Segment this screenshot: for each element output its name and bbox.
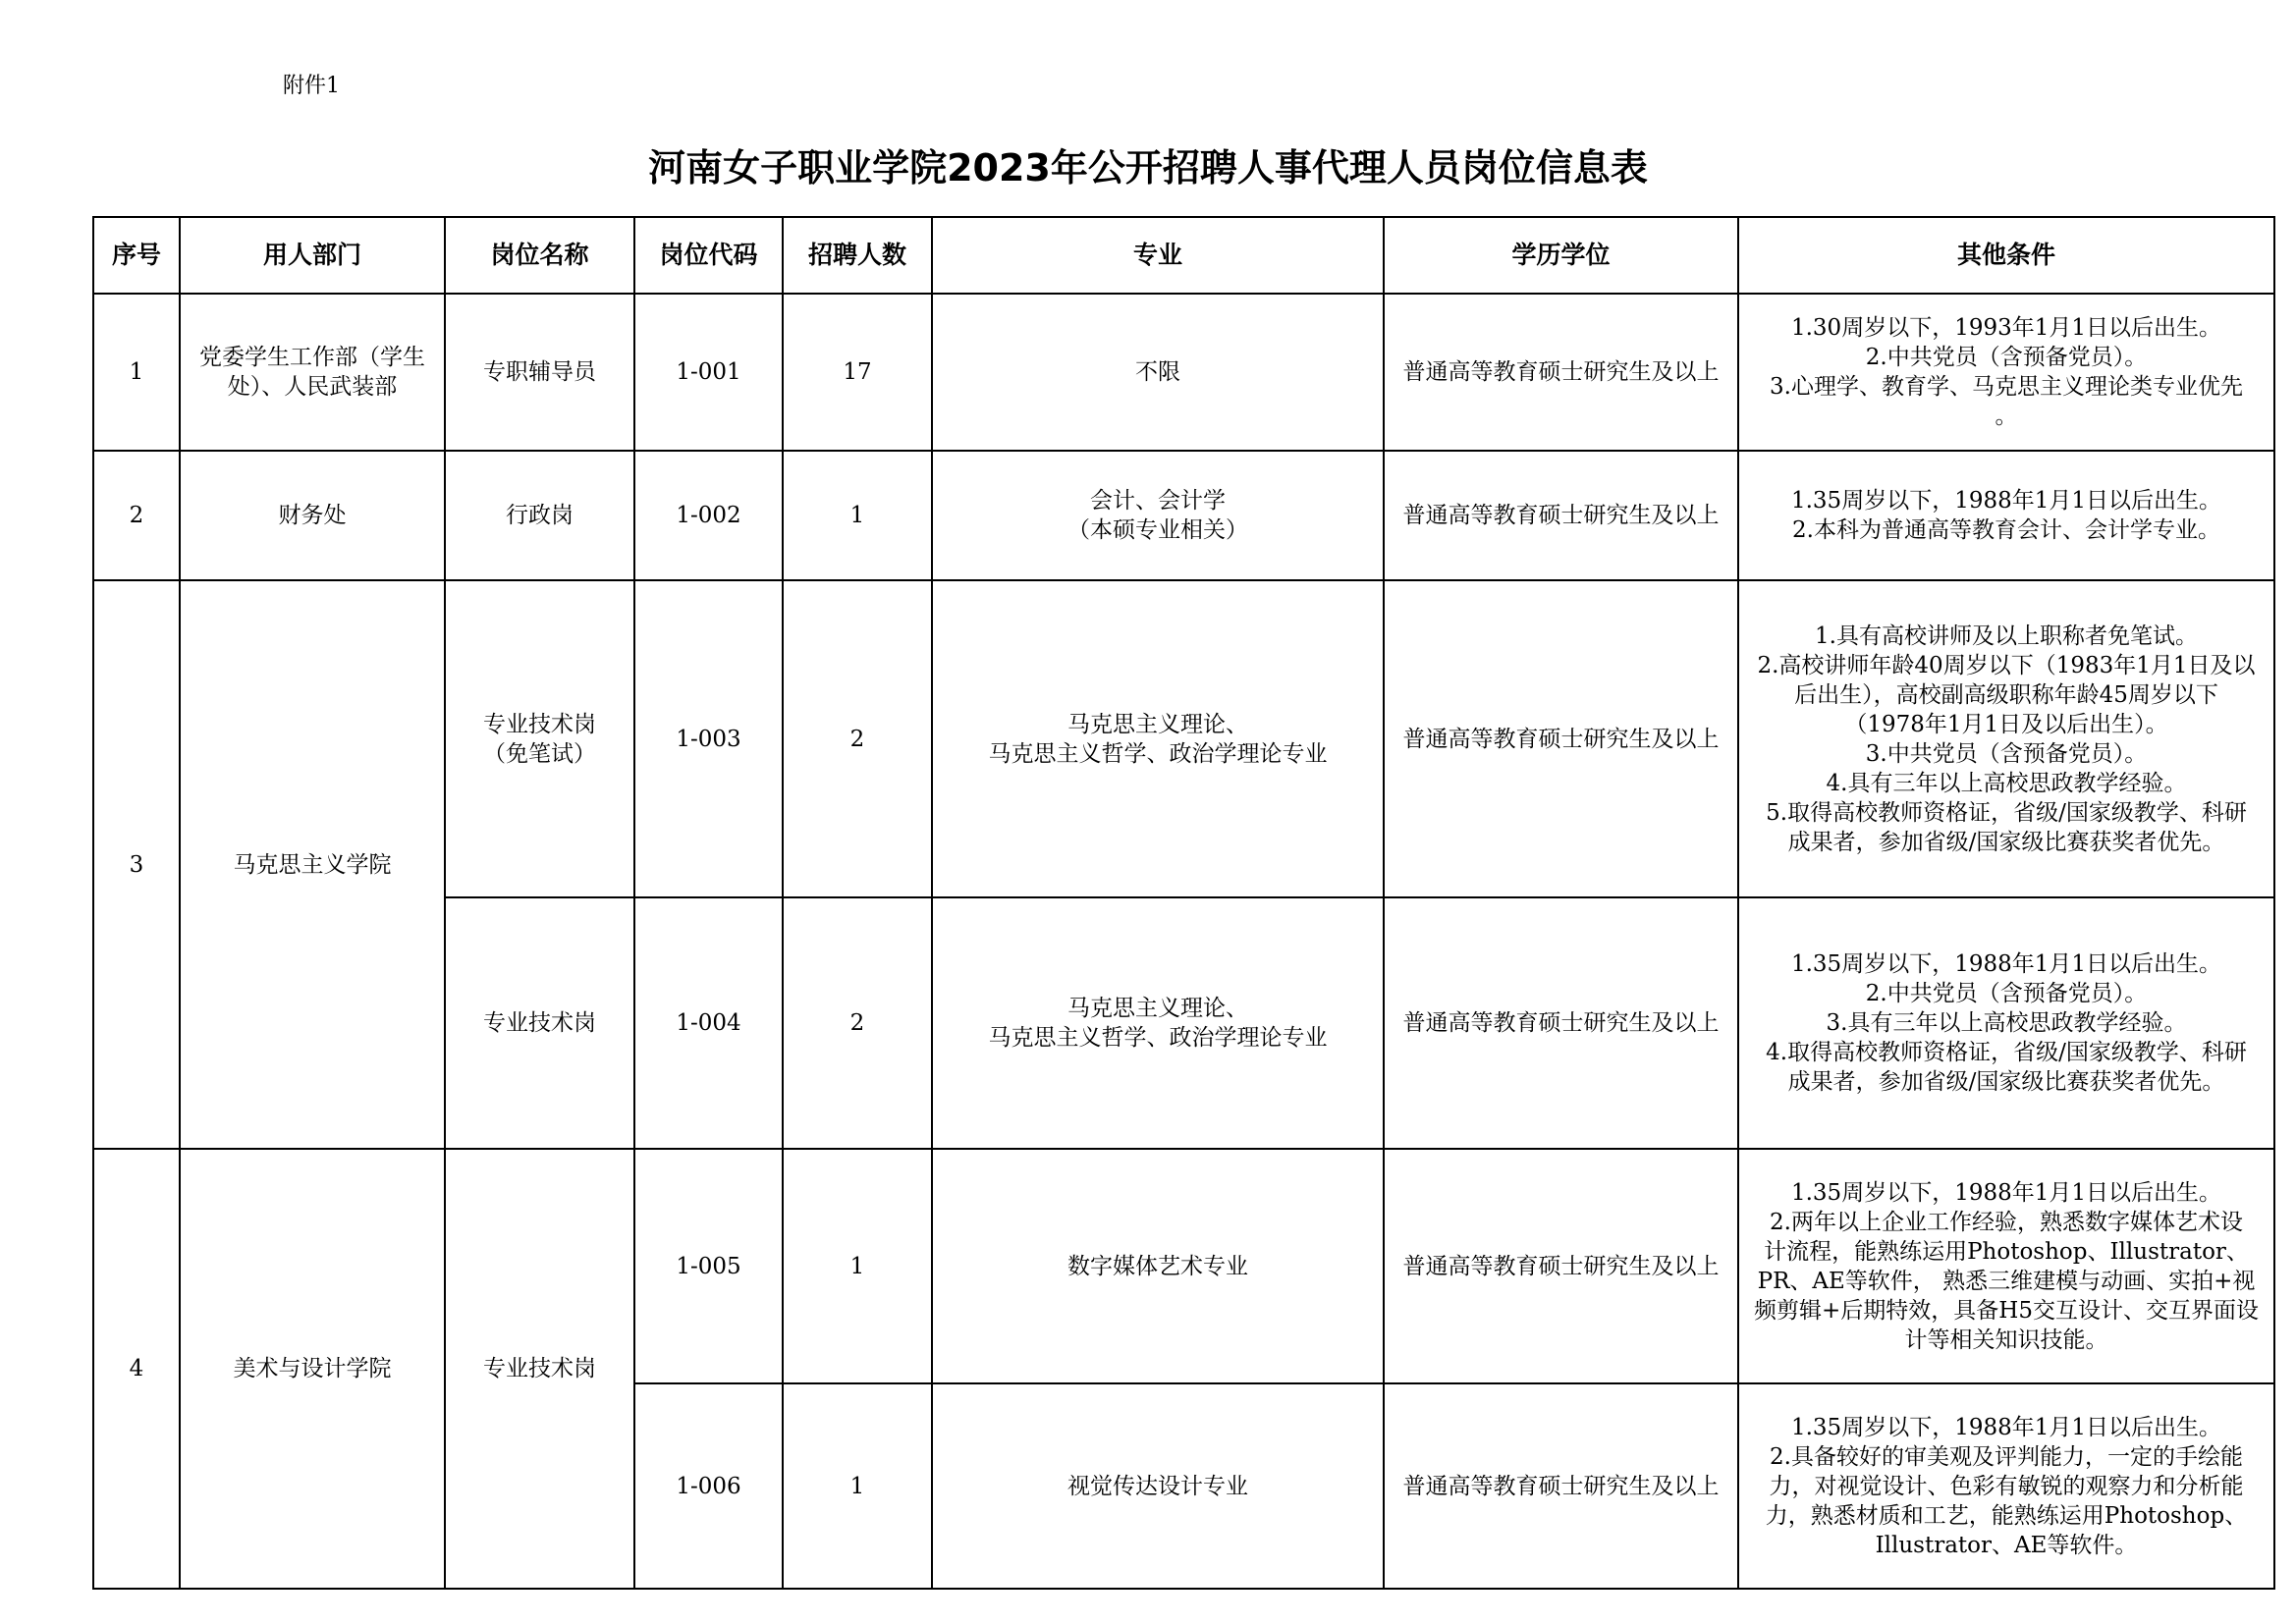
attachment-label: 附件1 bbox=[283, 74, 340, 98]
row-code: 1-004 bbox=[634, 897, 783, 1149]
major-line: 马克思主义理论、 bbox=[1067, 996, 1248, 1021]
row-post: 专职辅导员 bbox=[445, 294, 634, 451]
row-count: 2 bbox=[783, 580, 932, 897]
row-conditions bbox=[1738, 451, 2274, 580]
row-count: 17 bbox=[783, 294, 932, 451]
condition-line: 2.高校讲师年龄40周岁以下（1983年1月1日及以 bbox=[1757, 652, 2256, 678]
row-code: 1-002 bbox=[634, 451, 783, 580]
row-major bbox=[932, 1149, 1384, 1383]
row-major bbox=[932, 580, 1384, 897]
row-code: 1-003 bbox=[634, 580, 783, 897]
row-conditions bbox=[1738, 1149, 2274, 1383]
header-count: 招聘人数 bbox=[783, 217, 932, 294]
row-count: 1 bbox=[783, 1149, 932, 1383]
major-line: （本硕专业相关） bbox=[1067, 517, 1248, 543]
condition-line: 1.35周岁以下，1988年1月1日以后出生。 bbox=[1790, 488, 2221, 514]
header-row bbox=[93, 217, 2274, 294]
row-degree: 普通高等教育硕士研究生及以上 bbox=[1384, 580, 1738, 897]
row-degree: 普通高等教育硕士研究生及以上 bbox=[1384, 451, 1738, 580]
row-post bbox=[445, 580, 634, 897]
row-no: 4 bbox=[93, 1149, 180, 1589]
row-conditions bbox=[1738, 897, 2274, 1149]
condition-line: PR、AE等软件， 熟悉三维建模与动画、实拍+视 bbox=[1757, 1268, 2256, 1294]
row-conditions bbox=[1738, 580, 2274, 897]
header-dept: 用人部门 bbox=[180, 217, 445, 294]
condition-line: 2.具备较好的审美观及评判能力，一定的手绘能 bbox=[1770, 1443, 2243, 1470]
major-line: 马克思主义哲学、政治学理论专业 bbox=[988, 740, 1328, 767]
dept-text: 党委学生工作部（学生处）、人民武装部 bbox=[199, 345, 425, 400]
row-code: 1-005 bbox=[634, 1149, 783, 1383]
major-line: 马克思主义理论、 bbox=[1067, 711, 1248, 737]
major-line: 数字媒体艺术专业 bbox=[1067, 1253, 1248, 1279]
condition-line: 计流程，能熟练运用Photoshop、Illustrator、 bbox=[1764, 1238, 2249, 1265]
row-degree: 普通高等教育硕士研究生及以上 bbox=[1384, 1149, 1738, 1383]
row-major bbox=[932, 897, 1384, 1149]
row-no: 3 bbox=[93, 580, 180, 1149]
table-row bbox=[93, 1149, 2274, 1383]
condition-line: 计等相关知识技能。 bbox=[1904, 1326, 2108, 1353]
row-code: 1-006 bbox=[634, 1383, 783, 1589]
position-table bbox=[92, 216, 2275, 1590]
row-conditions bbox=[1738, 294, 2274, 451]
row-degree: 普通高等教育硕士研究生及以上 bbox=[1384, 897, 1738, 1149]
header-degree: 学历学位 bbox=[1384, 217, 1738, 294]
condition-line: 4.取得高校教师资格证，省级/国家级教学、科研 bbox=[1766, 1040, 2247, 1065]
major-line: 马克思主义哲学、政治学理论专业 bbox=[988, 1025, 1328, 1051]
condition-line: 5.取得高校教师资格证，省级/国家级教学、科研 bbox=[1766, 799, 2247, 826]
table-row bbox=[93, 580, 2274, 897]
row-major bbox=[932, 1383, 1384, 1589]
header-major: 专业 bbox=[932, 217, 1384, 294]
condition-line: 频剪辑+后期特效，具备H5交互设计、交互界面设 bbox=[1754, 1297, 2259, 1324]
row-code: 1-001 bbox=[634, 294, 783, 451]
row-degree: 普通高等教育硕士研究生及以上 bbox=[1384, 294, 1738, 451]
header-no: 序号 bbox=[93, 217, 180, 294]
row-degree: 普通高等教育硕士研究生及以上 bbox=[1384, 1383, 1738, 1589]
condition-line: 2.中共党员（含预备党员）。 bbox=[1865, 345, 2148, 370]
major-line: 会计、会计学 bbox=[1090, 488, 1226, 514]
condition-line: 后出生），高校副高级职称年龄45周岁以下 bbox=[1794, 681, 2218, 708]
condition-line: 3.中共党员（含预备党员）。 bbox=[1865, 740, 2148, 767]
row-dept: 财务处 bbox=[180, 451, 445, 580]
row-count: 1 bbox=[783, 1383, 932, 1589]
table-row bbox=[93, 451, 2274, 580]
major-line: 不限 bbox=[1135, 359, 1180, 385]
major-line: 视觉传达设计专业 bbox=[1067, 1473, 1248, 1499]
header-post: 岗位名称 bbox=[445, 217, 634, 294]
condition-line: 4.具有三年以上高校思政教学经验。 bbox=[1826, 770, 2187, 796]
row-post: 专业技术岗 bbox=[445, 1149, 634, 1589]
condition-line: 2.本科为普通高等教育会计、会计学专业。 bbox=[1792, 517, 2220, 543]
condition-line: 力，对视觉设计、色彩有敏锐的观察力和分析能 bbox=[1769, 1473, 2244, 1499]
row-post: 专业技术岗 bbox=[445, 897, 634, 1149]
condition-line: 1.35周岁以下，1988年1月1日以后出生。 bbox=[1790, 1179, 2221, 1206]
row-count: 2 bbox=[783, 897, 932, 1149]
row-dept: 美术与设计学院 bbox=[180, 1149, 445, 1589]
condition-line: 2.两年以上企业工作经验，熟悉数字媒体艺术设 bbox=[1770, 1209, 2243, 1235]
row-dept: 马克思主义学院 bbox=[180, 580, 445, 1149]
row-major bbox=[932, 451, 1384, 580]
row-conditions bbox=[1738, 1383, 2274, 1589]
condition-line: 。 bbox=[1995, 404, 2018, 429]
row-major bbox=[932, 294, 1384, 451]
condition-line: 成果者，参加省级/国家级比赛获奖者优先。 bbox=[1787, 1069, 2225, 1095]
condition-line: 成果者，参加省级/国家级比赛获奖者优先。 bbox=[1787, 829, 2225, 855]
row-post: 行政岗 bbox=[445, 451, 634, 580]
condition-line: 3.具有三年以上高校思政教学经验。 bbox=[1826, 1010, 2187, 1036]
condition-line: （1978年1月1日及以后出生）。 bbox=[1844, 711, 2168, 737]
condition-line: 1.35周岁以下，1988年1月1日以后出生。 bbox=[1790, 1414, 2221, 1440]
condition-line: 2.中共党员（含预备党员）。 bbox=[1865, 981, 2148, 1006]
row-no: 2 bbox=[93, 451, 180, 580]
condition-line: 力，熟悉材质和工艺，能熟练运用Photoshop、 bbox=[1765, 1502, 2248, 1529]
header-conditions: 其他条件 bbox=[1738, 217, 2274, 294]
document-title: 河南女子职业学院2023年公开招聘人事代理人员岗位信息表 bbox=[648, 146, 1648, 189]
header-code: 岗位代码 bbox=[634, 217, 783, 294]
row-dept bbox=[180, 294, 445, 451]
row-no: 1 bbox=[93, 294, 180, 451]
condition-line: 3.心理学、教育学、马克思主义理论类专业优先 bbox=[1770, 374, 2243, 400]
condition-line: 1.30周岁以下，1993年1月1日以后出生。 bbox=[1790, 315, 2221, 341]
condition-line: 1.35周岁以下，1988年1月1日以后出生。 bbox=[1790, 951, 2221, 977]
table-row bbox=[93, 294, 2274, 451]
post-text: 专业技术岗（免笔试） bbox=[483, 711, 596, 767]
row-count: 1 bbox=[783, 451, 932, 580]
condition-line: 1.具有高校讲师及以上职称者免笔试。 bbox=[1815, 623, 2198, 649]
condition-line: Illustrator、AE等软件。 bbox=[1875, 1532, 2138, 1558]
